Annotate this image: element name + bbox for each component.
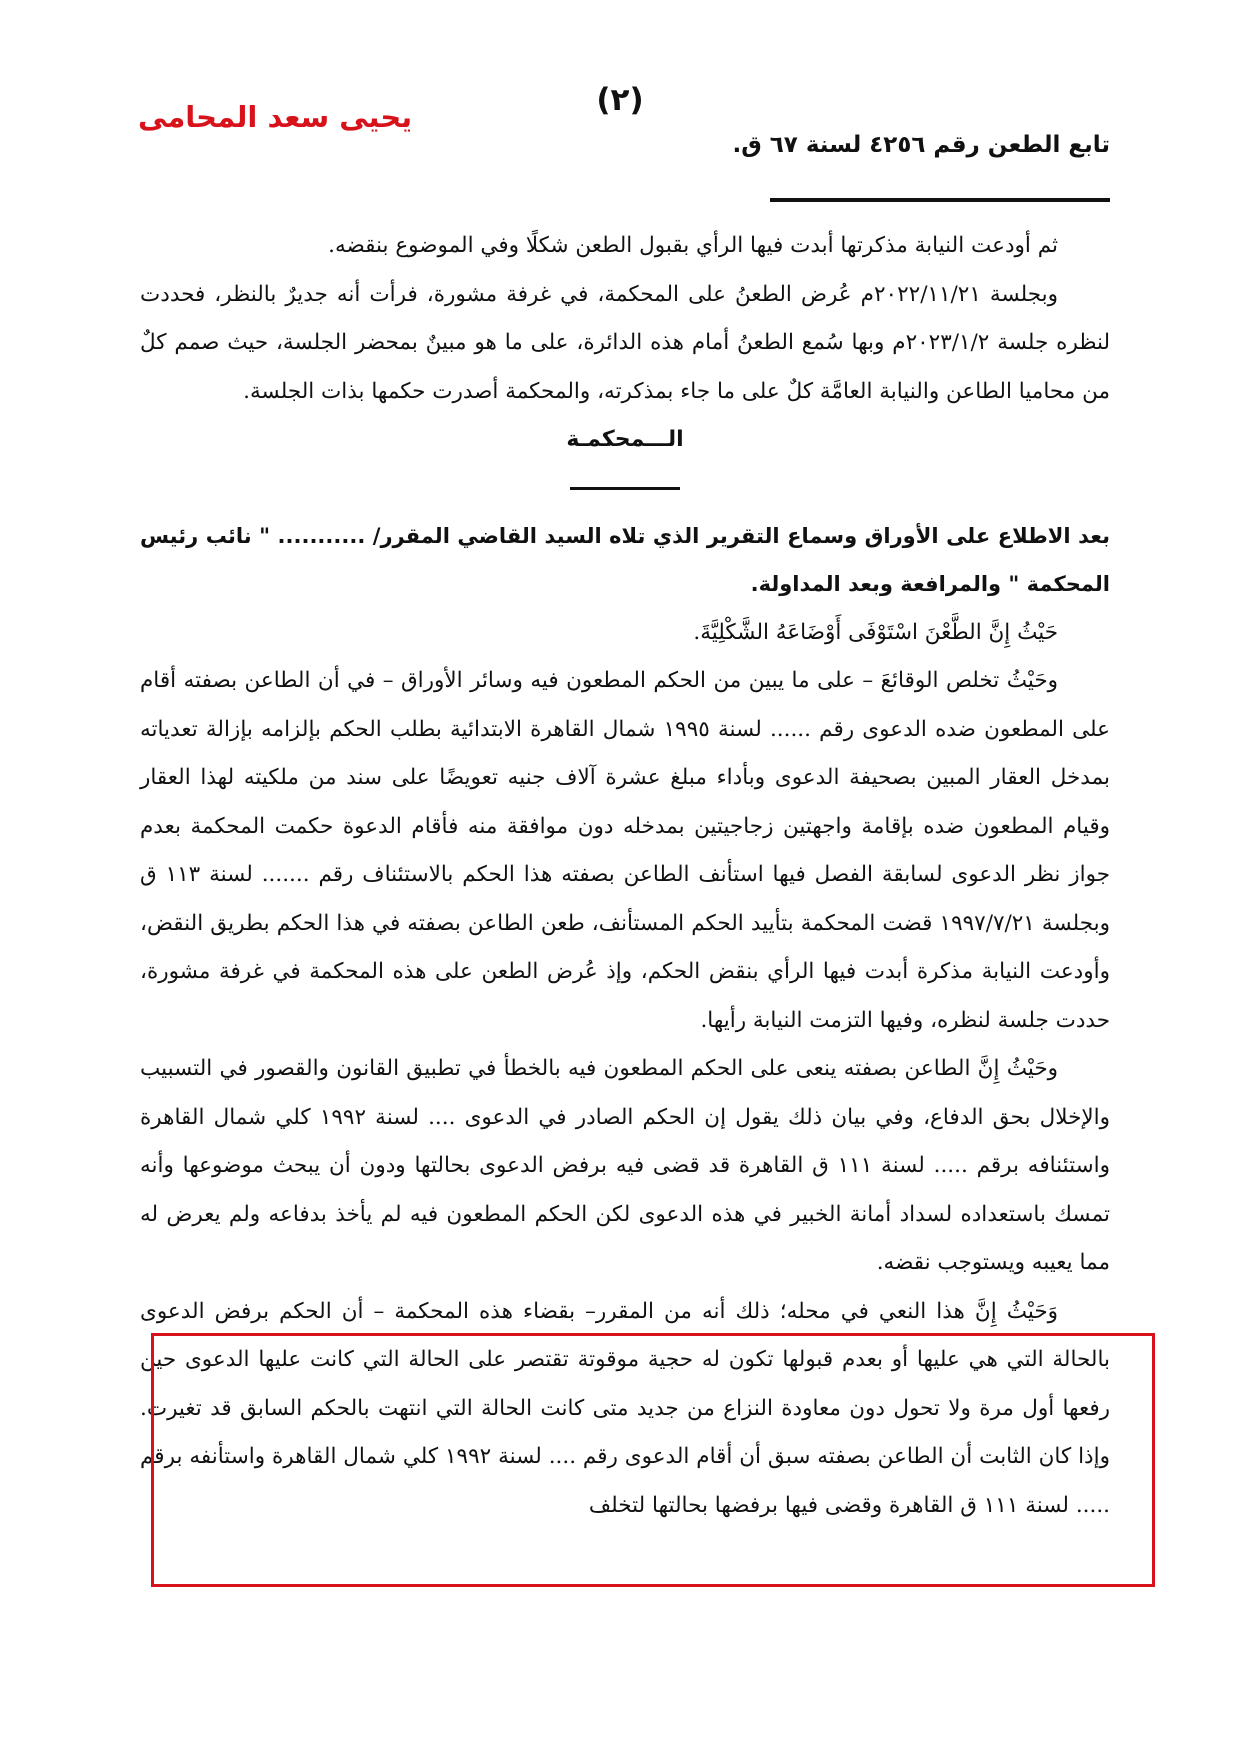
header-rule bbox=[770, 198, 1110, 202]
heading-rule bbox=[570, 487, 680, 490]
paragraph-grounds: وحَيْثُ إِنَّ الطاعن بصفته ينعى على الحكم المطعون فيه بالخطأ في تطبيق القانون والقصور في التسبيب والإخلال بحق الدفاع، وفي بيان ذلك يقول إن الحكم الصادر في الدعوى .... لسنة ١٩٩٢ كلي شمال القاهرة واستئنافه برقم ..... لسنة ١١١ ق القاهرة قد قضى فيه برفض الدعوى بحالتها ودون أن يبحث موضوعها وأنه تمسك باستعداده لسداد أمانة الخبير في هذه الدعوى لكن الحكم المطعون فيه لم يأخذ بدفاعه ولم يعرض له مما يعيبه ويستوجب نقضه. bbox=[140, 1056, 1110, 1275]
section-heading: الـــمحكمـة bbox=[566, 427, 684, 452]
lawyer-name: يحيى سعد المحامى bbox=[138, 100, 413, 134]
paragraph-facts: وحَيْثُ تخلص الوقائعَ – على ما يبين من الحكم المطعون فيه وسائر الأوراق – في أن الطاعن بصفته أقام على المطعون ضده الدعوى رقم ...... لسنة ١٩٩٥ شمال القاهرة الابتدائية بطلب الحكم بإلزامه بإزالة تعدياته بمدخل العقار المبين بصحيفة الدعوى وبأداء مبلغ عشرة آلاف جنيه تعويضًا على سند من ملكيته لهذا العقار وقيام المطعون ضده بإقامة واجهتين زجاجيتين بمدخله دون موافقة منه فأقام الدعوة حكمت المحكمة بعدم جواز نظر الدعوى لسابقة الفصل فيها استأنف الطاعن بصفته هذا الحكم بالاستئناف رقم ....... لسنة ١١٣ ق وبجلسة ١٩٩٧/٧/٢١ قضت المحكمة بتأييد الحكم المستأنف، طعن الطاعن بصفته في هذا الحكم بطريق النقض، وأودعت النيابة مذكرة أبدت فيها الرأي بنقض الحكم، وإذ عُرض الطعن على هذه المحكمة في غرفة مشورة، حددت جلسة لنظره، وفيها التزمت النيابة رأيها. bbox=[140, 668, 1110, 1033]
court-preamble: بعد الاطلاع على الأوراق وسماع التقرير الذي تلاه السيد القاضي المقرر/ ........... " نائب رئيس المحكمة " والمرافعة وبعد المداولة. bbox=[140, 523, 1110, 596]
case-reference: تابع الطعن رقم ٤٢٥٦ لسنة ٦٧ ق. bbox=[732, 132, 1110, 158]
paragraph-ruling: وَحَيْثُ إِنَّ هذا النعي في محله؛ ذلك أنه من المقرر– بقضاء هذه المحكمة – أن الحكم برفض الدعوى بالحالة التي هي عليها أو بعدم قبولها تكون له حجية موقوتة تقتصر على الحالة التي كانت عليها الدعوى حين رفعها أول مرة ولا تحول دون معاودة النزاع من جديد متى كانت الحالة التي انتهت بالحكم السابق قد تغيرت. وإذا كان الثابت أن الطاعن بصفته سبق أن أقام الدعوى رقم .... لسنة ١٩٩٢ كلي شمال القاهرة واستأنفه برقم ..... لسنة ١١١ ق القاهرة وقضى فيها برفضها بحالتها لتخلف bbox=[140, 1298, 1110, 1518]
document-body bbox=[140, 222, 1110, 1530]
page-number: (٢) bbox=[596, 82, 644, 118]
intro-paragraph-1: ثم أودعت النيابة مذكرتها أبدت فيها الرأي بقبول الطعن شكلًا وفي الموضوع بنقضه. bbox=[328, 233, 1058, 258]
paragraph-formal-acceptance: حَيْثُ إِنَّ الطَّعْنَ اسْتَوْفَى أَوْضَاعَهُ الشَّكْلِيَّةَ. bbox=[693, 619, 1058, 645]
intro-paragraph-2: وبجلسة ٢٠٢٢/١١/٢١م عُرض الطعنُ على المحكمة، في غرفة مشورة، فرأت أنه جديرٌ بالنظر، فحددت لنظره جلسة ٢٠٢٣/١/٢م وبها سُمع الطعنُ أمام هذه الدائرة، على ما هو مبينٌ بمحضر الجلسة، حيث صمم كلٌ من محاميا الطاعن والنيابة العامَّة كلٌ على ما جاء بمذكرته، والمحكمة أصدرت حكمها بذات الجلسة. bbox=[140, 281, 1110, 404]
